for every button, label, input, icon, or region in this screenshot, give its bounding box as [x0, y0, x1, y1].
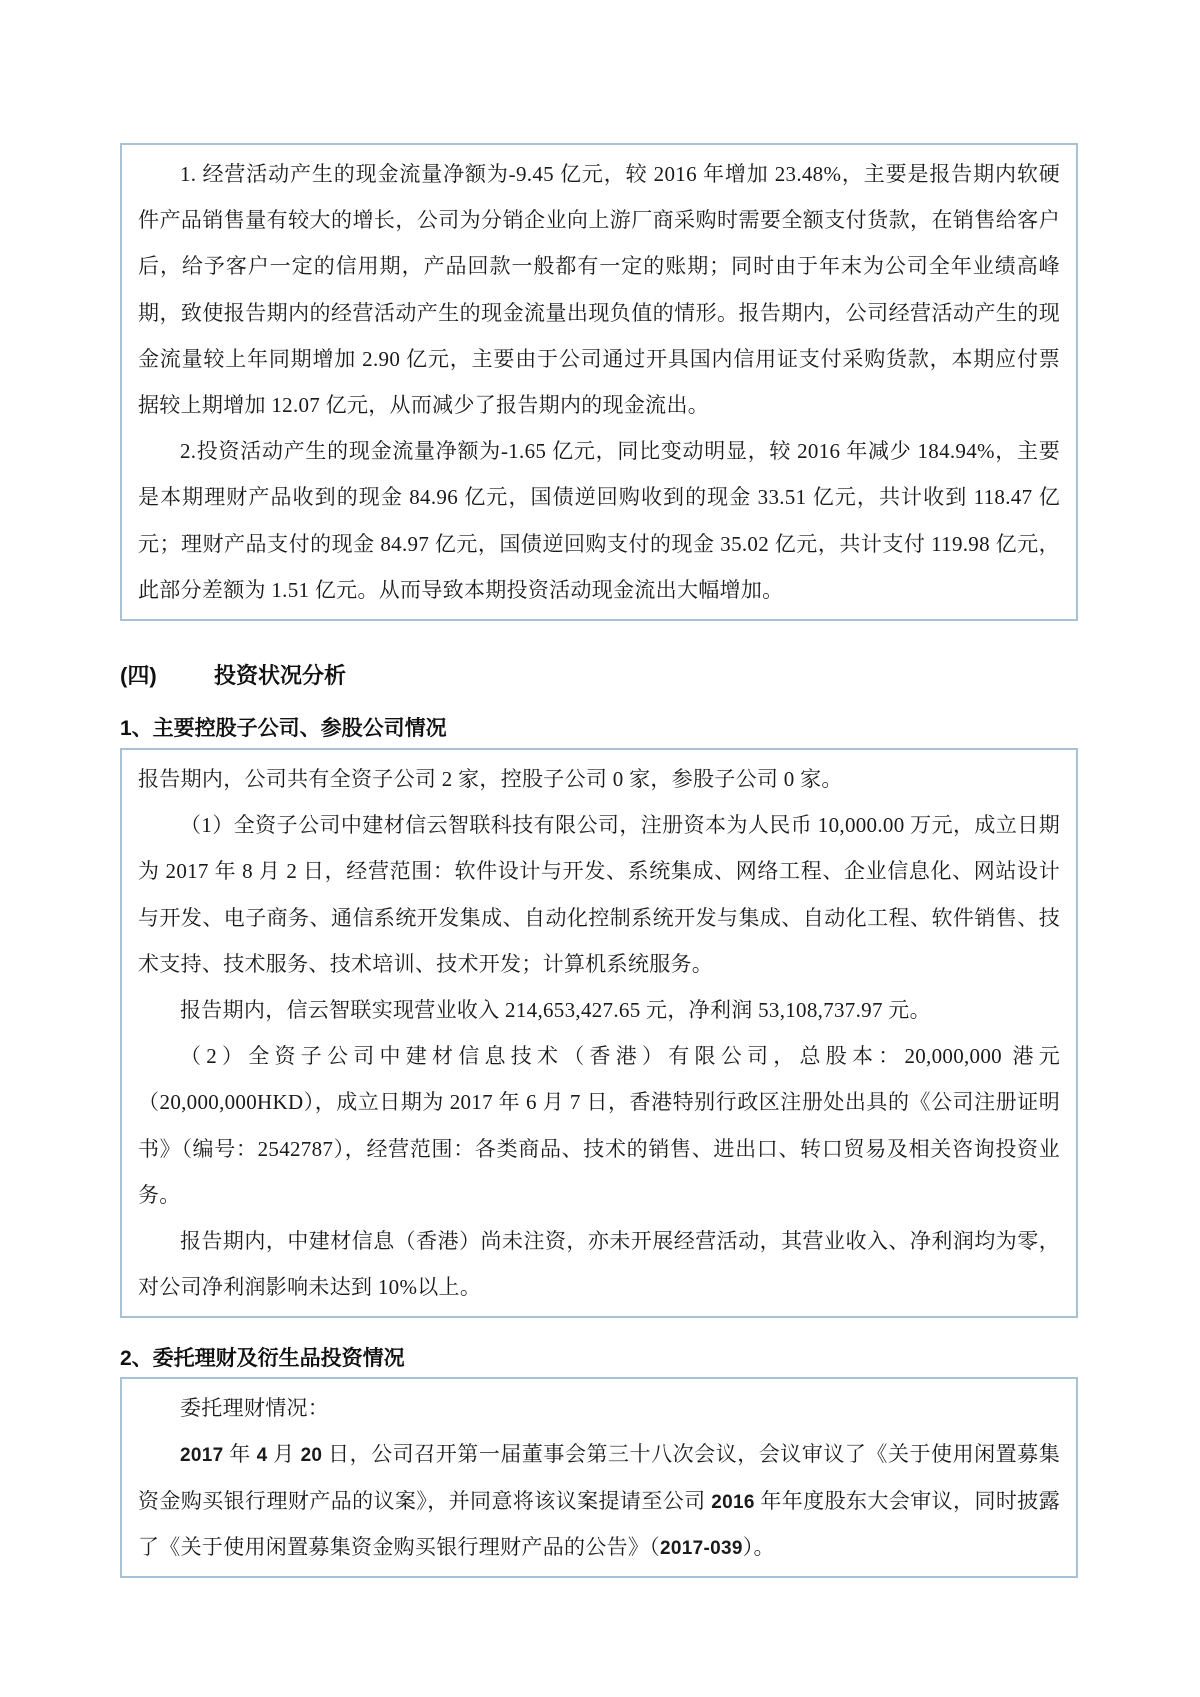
- cash-flow-analysis-box: [120, 143, 1078, 621]
- subsidiaries-box: [120, 748, 1078, 1318]
- report-content-column: [120, 0, 1078, 1578]
- operating-cash-flow-paragraph: 1. 经营活动产生的现金流量净额为-9.45 亿元，较 2016 年增加 23.48%，主要是报告期内软硬件产品销售量有较大的增长，公司为分销企业向上游厂商采购时需要全额支付货款，在销售给客户后，给予客户一定的信用期，产品回款一般都有一定的账期；同时由于年末为公司全年业绩高峰期，致使报告期内的经营活动产生的现金流量出现负值的情形。报告期内，公司经营活动产生的现金流量较上年同期增加 2.90 亿元，主要由于公司通过开具国内信用证支付采购货款，本期应付票据较上期增加 12.07 亿元，从而减少了报告期内的现金流出。: [138, 162, 1060, 417]
- subsidiary1-description-paragraph: （1）全资子公司中建材信云智联科技有限公司，注册资本为人民币 10,000.00 万元，成立日期为 2017 年 8 月 2 日，经营范围：软件设计与开发、系统集成、网络工程、企业信息化、网站设计与开发、电子商务、通信系统开发集成、自动化控制系统开发与集成、自动化工程、软件销售、技术支持、技术服务、技术培训、技术开发；计算机系统服务。: [138, 813, 1060, 976]
- entrusted-intro-paragraph: 委托理财情况：: [180, 1396, 330, 1421]
- entrusted-investment-box: [120, 1377, 1078, 1578]
- subsidiary1-financials-paragraph: 报告期内，信云智联实现营业收入 214,653,427.65 元，净利润 53,108,737.97 元。: [180, 997, 931, 1022]
- investing-cash-flow-paragraph: 2.投资活动产生的现金流量净额为-1.65 亿元，同比变动明显，较 2016 年减少 184.94%，主要是本期理财产品收到的现金 84.96 亿元，国债逆回购收到的现金 33.51 亿元，共计收到 118.47 亿元；理财产品支付的现金 84.97 亿元，国债逆回购支付的现金 35.02 亿元，共计支付 119.98 亿元，此部分差额为 1.51 亿元。从而导致本期投资活动现金流出大幅增加。: [138, 439, 1060, 602]
- subsection-heading-subsidiaries: 1、主要控股子公司、参股公司情况: [120, 717, 447, 740]
- section-heading-investment-analysis: [120, 663, 1078, 689]
- subsidiary2-description-paragraph: （2）全资子公司中建材信息技术（香港）有限公司，总股本：20,000,000 港元（20,000,000HKD），成立日期为 2017 年 6 月 7 日，香港特别行政区注册处出具的《公司注册证明书》（编号：2542787），经营范围：各类商品、技术的销售、进出口、转口贸易及相关咨询投资业务。: [138, 1044, 1060, 1207]
- subsidiary2-status-paragraph: 报告期内，中建材信息（香港）尚未注资，亦未开展经营活动，其营业收入、净利润均为零，对公司净利润影响未达到 10%以上。: [138, 1228, 1060, 1300]
- subsidiaries-summary-paragraph: 报告期内，公司共有全资子公司 2 家，控股子公司 0 家，参股子公司 0 家。: [138, 767, 843, 791]
- entrusted-resolution-paragraph: 2017 年 4 月 20 日，公司召开第一届董事会第三十八次会议，会议审议了《关于使用闲置募集资金购买银行理财产品的议案》，并同意将该议案提请至公司 2016 年年度股东大会审议，同时披露了《关于使用闲置募集资金购买银行理财产品的公告》（2017-039）。: [138, 1442, 1060, 1559]
- subsection-heading-entrusted-investment: 2、委托理财及衍生品投资情况: [120, 1347, 405, 1371]
- section-number: (四): [120, 663, 157, 688]
- section-title: 投资状况分析: [214, 663, 347, 688]
